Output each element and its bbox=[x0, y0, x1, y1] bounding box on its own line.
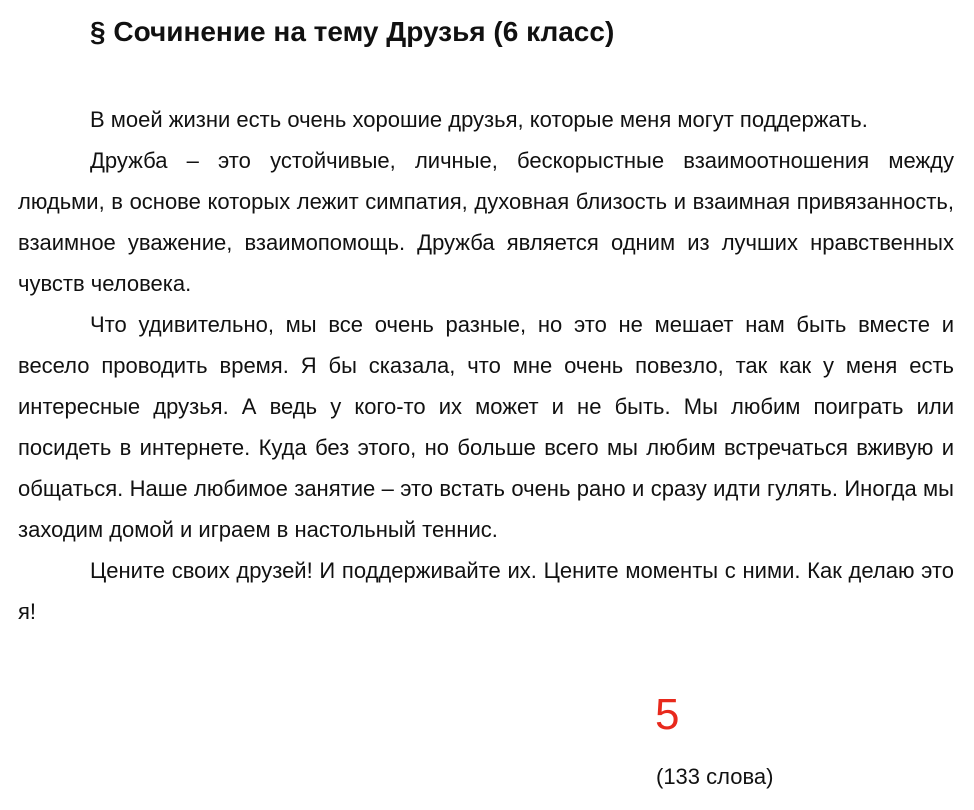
page-title: § Сочинение на тему Друзья (6 класс) bbox=[90, 16, 615, 47]
essay-paragraph-3: Что удивительно, мы все очень разные, но это не мешает нам быть вместе и весело проводить время. Я бы сказала, что мне очень повезло, так как у меня есть интересные друзья. А ведь у кого-то их может и не быть. Мы любим поиграть или посидеть в интернете. Куда без этого, но больше всего мы любим встречаться вживую и общаться. Наше любимое занятие – это встать очень рано и сразу идти гулять. Иногда мы заходим домой и играем в настольный теннис. bbox=[18, 312, 954, 542]
essay-paragraph-2: Дружба – это устойчивые, личные, бескорыстные взаимоотношения между людьми, в основе которых лежит симпатия, духовная близость и взаимная привязанность, взаимное уважение, взаимопомощь. Дружба является одним из лучших нравственных чувств человека. bbox=[18, 148, 954, 296]
essay-body bbox=[18, 99, 954, 632]
essay-paragraph-4: Цените своих друзей! И поддерживайте их. Цените моменты с ними. Как делаю это я! bbox=[18, 558, 954, 624]
grade-mark: 5 bbox=[655, 690, 680, 739]
essay-paragraph-1: В моей жизни есть очень хорошие друзья, которые меня могут поддержать. bbox=[90, 107, 868, 132]
word-count: (133 слова) bbox=[656, 764, 774, 789]
